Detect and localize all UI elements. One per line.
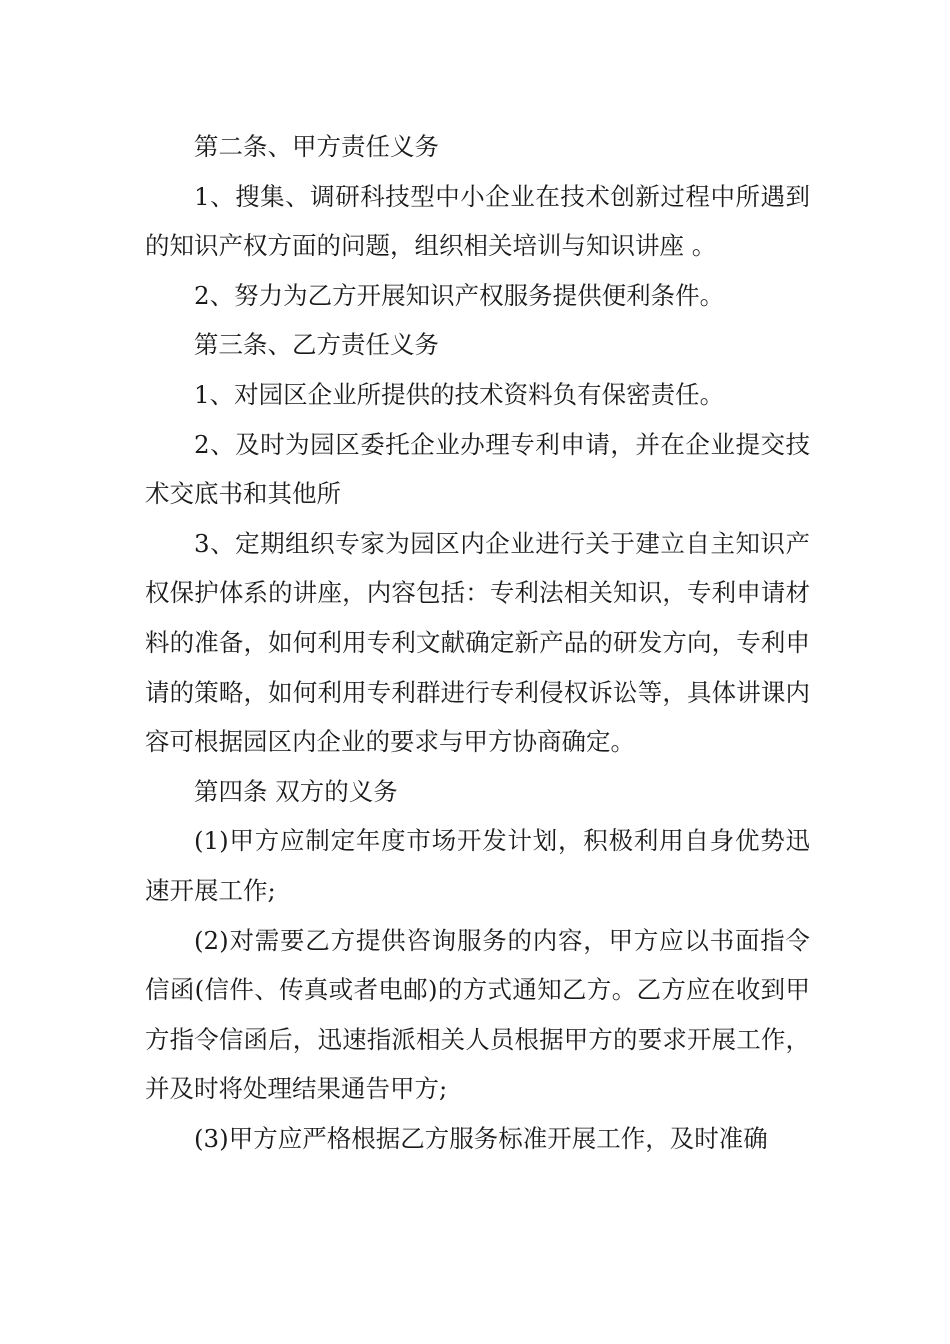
- article-4-heading: 第四条 双方的义务: [194, 776, 398, 806]
- article-3-item-3: 3、定期组织专家为园区内企业进行关于建立自主知识产权保护体系的讲座，内容包括：专利法相关知识，专利申请材料的准备，如何利用专利文献确定新产品的研发方向，专利申请的策略，如何利用专利群进行专利侵权诉讼等，具体讲课内容可根据园区内企业的要求与甲方协商确定。: [145, 528, 810, 757]
- article-3-item-2: 2、及时为园区委托企业办理专利申请，并在企业提交技术交底书和其他所: [145, 429, 810, 509]
- document-page: [145, 122, 810, 1163]
- article-3-item-1: 1、对园区企业所提供的技术资料负有保密责任。: [194, 379, 725, 409]
- article-2-item-2: 2、努力为乙方开展知识产权服务提供便利条件。: [194, 280, 725, 310]
- article-2-item-1: 1、搜集、调研科技型中小企业在技术创新过程中所遇到的知识产权方面的问题，组织相关培训与知识讲座 。: [145, 181, 810, 261]
- article-4-item-2: (2)对需要乙方提供咨询服务的内容，甲方应以书面指令信函(信件、传真或者电邮)的方式通知乙方。乙方应在收到甲方指令信函后，迅速指派相关人员根据甲方的要求开展工作，并及时将处理结果通告甲方;: [145, 925, 810, 1104]
- article-4-item-3: (3)甲方应严格根据乙方服务标准开展工作，及时准确: [194, 1123, 768, 1153]
- article-2-heading: 第二条、甲方责任义务: [194, 132, 439, 161]
- article-4-item-1: (1)甲方应制定年度市场开发计划，积极利用自身优势迅速开展工作;: [145, 826, 810, 905]
- article-3-heading: 第三条、乙方责任义务: [194, 330, 439, 360]
